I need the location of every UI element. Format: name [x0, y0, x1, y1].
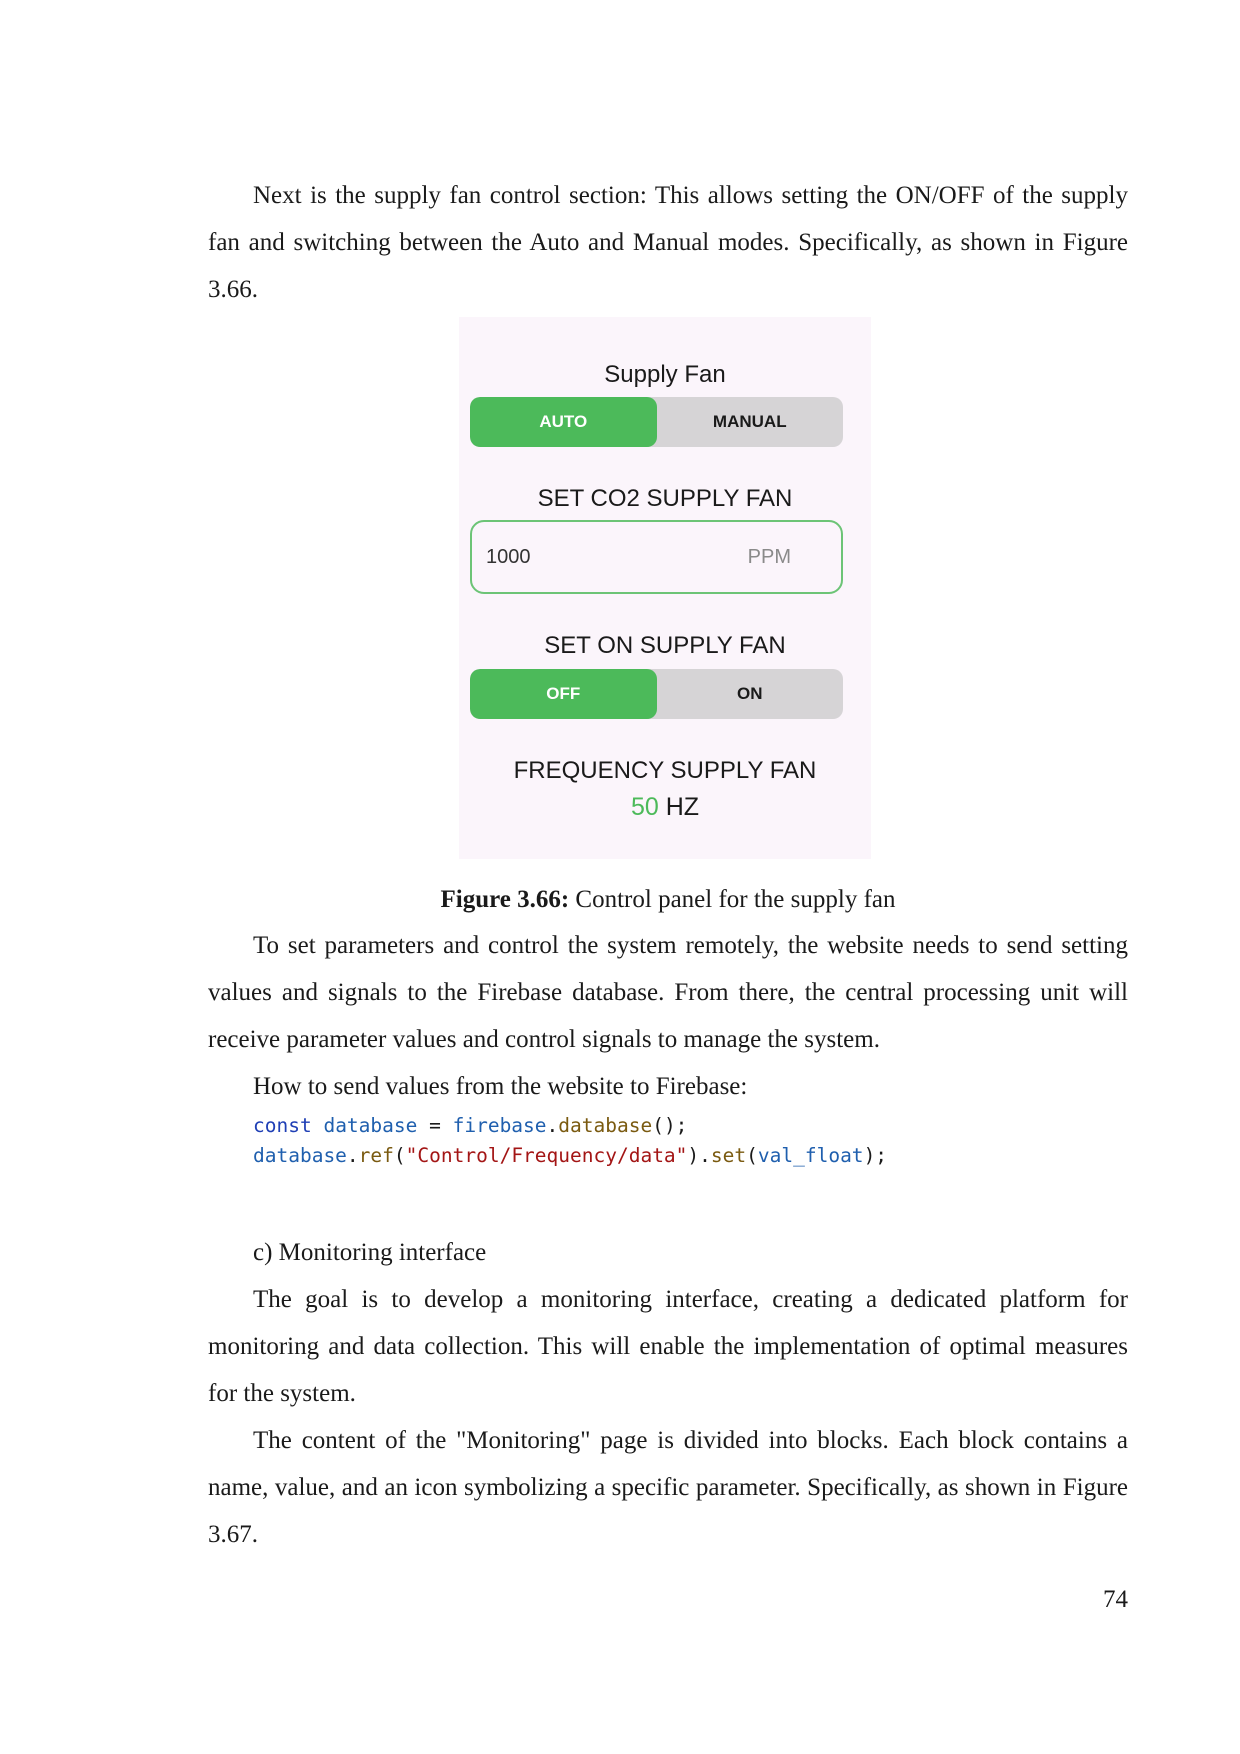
code-token: "Control/Frequency/data": [405, 1144, 688, 1167]
set-on-title: SET ON SUPPLY FAN: [544, 632, 786, 659]
code-token: =: [417, 1114, 453, 1137]
frequency-unit: HZ: [665, 793, 700, 821]
intro-paragraph: [208, 172, 1128, 313]
auto-mode-button[interactable]: AUTO: [470, 397, 657, 447]
code-token: ref: [358, 1144, 394, 1167]
power-toggle: [470, 669, 843, 719]
set-co2-title: SET CO2 SUPPLY FAN: [537, 485, 793, 512]
caption-label: Figure 3.66:: [440, 886, 570, 913]
remote-paragraph: [208, 922, 1128, 1110]
code-token: val_float: [757, 1144, 864, 1167]
mode-toggle: [470, 397, 843, 447]
content-paragraph: [208, 1417, 1128, 1558]
code-line-2: [253, 1141, 887, 1171]
content-text: The content of the "Monitoring" page is divided into blocks. Each block contains a name, value, and an icon symbolizing a specific parameter. Specifically, as shown in Figure 3.67.: [208, 1427, 1128, 1548]
frequency-value: 50: [630, 793, 659, 821]
code-token: database: [253, 1144, 347, 1167]
page-number: 74: [1103, 1586, 1128, 1613]
frequency-readout: [459, 793, 871, 822]
co2-setpoint-input[interactable]: [470, 520, 843, 594]
supply-fan-panel-figure: [459, 317, 871, 859]
howto-text: How to send values from the website to Firebase:: [253, 1073, 748, 1100]
goal-text: The goal is to develop a monitoring interface, creating a dedicated platform for monitoring and data collection. This will enable the implementation of optimal measures for the system.: [208, 1286, 1128, 1407]
code-token: (: [746, 1144, 758, 1167]
code-token: .: [346, 1144, 359, 1167]
code-token: (: [393, 1144, 406, 1167]
caption-text: Control panel for the supply fan: [569, 886, 896, 913]
section-heading: c) Monitoring interface: [253, 1239, 487, 1266]
code-token: set: [710, 1144, 747, 1167]
frequency-title: FREQUENCY SUPPLY FAN: [513, 757, 817, 784]
figure-caption: [208, 876, 1128, 923]
code-token: ).: [687, 1144, 711, 1167]
on-button[interactable]: ON: [737, 684, 763, 703]
co2-unit-label: PPM: [747, 546, 791, 568]
goal-paragraph: [208, 1276, 1128, 1417]
code-line-1: [253, 1111, 887, 1141]
code-block: [253, 1111, 887, 1171]
off-button[interactable]: OFF: [470, 669, 657, 719]
code-token: database: [323, 1114, 418, 1137]
intro-text: Next is the supply fan control section: This allows setting the ON/OFF of the supply fan and switching between the Auto and Manual modes. Specifically, as shown in Figure 3.66.: [208, 182, 1128, 303]
code-token: const: [253, 1114, 312, 1137]
co2-setpoint-value: 1000: [486, 546, 531, 568]
code-token: .: [546, 1114, 559, 1137]
remote-text: To set parameters and control the system remotely, the website needs to send setting values and signals to the Firebase database. From there, the central processing unit will receive parameter values and control signals to manage the system.: [208, 932, 1128, 1053]
code-token: ();: [652, 1114, 688, 1137]
code-token: firebase: [452, 1114, 547, 1137]
code-token: database: [558, 1114, 653, 1137]
manual-mode-button[interactable]: MANUAL: [712, 412, 787, 431]
supply-fan-title: Supply Fan: [604, 361, 726, 388]
code-token: );: [863, 1144, 888, 1167]
